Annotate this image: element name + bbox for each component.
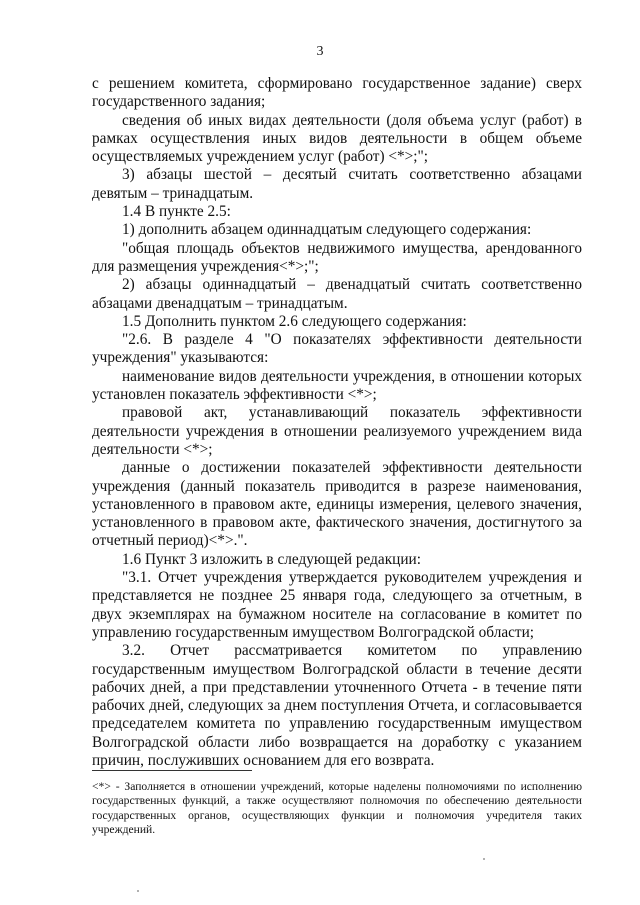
paragraph: "2.6. В разделе 4 "О показателях эффективности деятельности учреждения" указываются: <box>92 331 582 367</box>
footnote-separator <box>92 770 252 771</box>
paragraph: наименование видов деятельности учреждения, в отношении которых установлен показатель эффективности <*>; <box>92 367 582 404</box>
paragraph: 2) абзацы одиннадцатый – двенадцатый считать соответственно абзацами двенадцатым – тринадцатым. <box>92 276 582 312</box>
scan-speck <box>137 890 139 892</box>
paragraph: правовой акт, устанавливающий показатель эффективности деятельности учреждения в отношении реализуемого учреждением вида деятельности <*>; <box>92 404 582 458</box>
paragraph: 3.2. Отчет рассматривается комитетом по управлению государственным имуществом Волгоградской области в течение десяти рабочих дней, а при представлении уточненного Отчета - в течение пяти рабочих дней, следующих за днем поступления Отчета, и согласовывается председателем комитета по управлению государственным имуществом Волгоградской области либо возвращается на доработку с указанием причин, послуживших основанием для его возврата. <box>92 642 582 769</box>
paragraph: 1.6 Пункт 3 изложить в следующей редакции: <box>122 550 421 568</box>
paragraph: "3.1. Отчет учреждения утверждается руководителем учреждения и представляется не позднее 25 января года, следующего за отчетным, в двух экземплярах на бумажном носителе на согласование в комитет по управлению государственным имуществом Волгоградской области; <box>92 569 582 641</box>
scan-speck <box>483 858 485 860</box>
paragraph: "общая площадь объектов недвижимого имущества, арендованного для размещения учреждения<*>;"; <box>92 239 582 275</box>
paragraph: данные о достижении показателей эффективности деятельности учреждения (данный показатель приводится в разрезе наименования, установленного в правовом акте, единицы измерения, целевого значения, установленного в правовом акте, фактического значения, достигнутого за отчетный период)<*>.". <box>92 459 582 550</box>
page-number: 3 <box>316 44 324 59</box>
footnote: <*> - Заполняется в отношении учреждений, которые наделены полномочиями по исполнению государственных функций, а также осуществляют полномочия по обеспечению деятельности государственных органов, осуществляющих функции и полномочия учредителя таких учреждений. <box>92 780 582 836</box>
paragraph: 1.4 В пункте 2.5: <box>122 203 231 221</box>
paragraph: 1) дополнить абзацем одиннадцатым следующего содержания: <box>122 221 532 239</box>
paragraph: с решением комитета, сформировано государственное задание) сверх государственного задания; <box>92 75 582 111</box>
paragraph: 1.5 Дополнить пунктом 2.6 следующего содержания: <box>122 312 467 330</box>
paragraph: сведения об иных видах деятельности (доля объема услуг (работ) в рамках осуществления иных видов деятельности в общем объеме осуществляемых учреждением услуг (работ) <*>;"; <box>92 111 582 166</box>
document-body <box>92 75 582 770</box>
paragraph: 3) абзацы шестой – десятый считать соответственно абзацами девятым – тринадцатым. <box>92 166 582 202</box>
